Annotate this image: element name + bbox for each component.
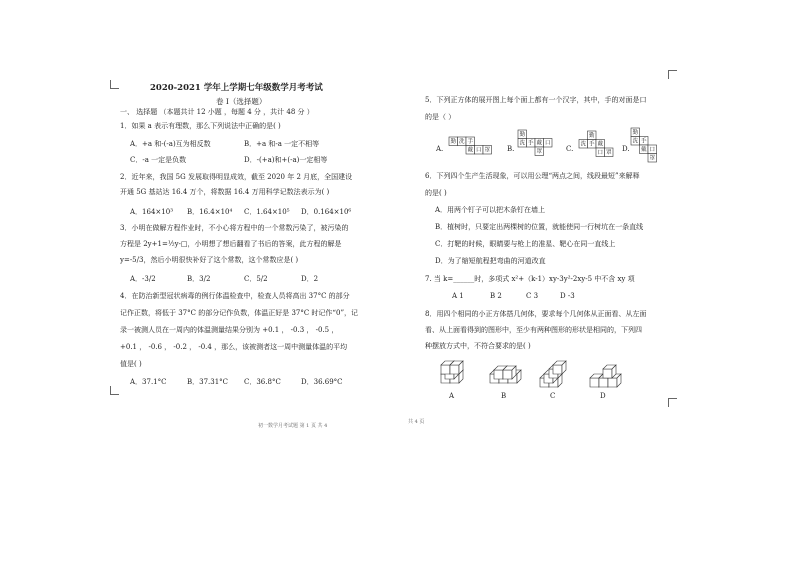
q1-option-d[interactable]: D．-(+a)和+(-a)一定相等 xyxy=(244,156,328,164)
q7-option-d[interactable]: D -3 xyxy=(560,292,575,300)
q5-line2: 的是（ ） xyxy=(425,113,456,121)
q7-option-c[interactable]: C 3 xyxy=(526,292,539,300)
net-char: 洗 xyxy=(632,138,639,145)
q2-line1: 2．近年来，我国 5G 发展取得明显成效，截至 2020 年 2 月底，全国建设 xyxy=(120,173,353,181)
q4-line4: +0.1 ， -0.6 ， -0.2 ， -0.4 ，那么，该被测者这一周中测量体温的平均 xyxy=(120,343,348,351)
cube-stack-b xyxy=(490,366,521,383)
q3-option-c[interactable]: C．5/2 xyxy=(244,275,268,283)
cube-face xyxy=(599,378,608,387)
q8-line1: 8．用四个相同的小正方体搭几何体，要求每个几何体从正面看、从左面 xyxy=(425,310,647,318)
net-char: 罩 xyxy=(484,147,491,154)
q5-option-a[interactable]: A. xyxy=(436,145,444,153)
net-char: 口 xyxy=(597,150,604,157)
q4-line3: 录一被测人员在一周内的体温测量结果分别为 +0.1 ， -0.3 ， -0.5 ， xyxy=(120,326,339,334)
q2-line2: 开通 5G 基站达 16.4 万个，将数据 16.4 万用科学记数法表示为( ) xyxy=(120,188,330,196)
q6-line2: 的是( ) xyxy=(425,189,447,197)
q4-option-b[interactable]: B．37.31°C xyxy=(187,378,229,386)
footer-right: 共 4 页 xyxy=(408,419,425,425)
net-char: 口 xyxy=(649,147,656,154)
net-char: 勤 xyxy=(632,130,639,137)
q4-line1: 4．在防治新型冠状病毒的例行体温检查中，检查人员将高出 37°C 的部分 xyxy=(120,292,350,300)
q3-option-b[interactable]: B．3/2 xyxy=(187,275,211,283)
cube-stack-d xyxy=(590,365,621,387)
q3-option-d[interactable]: D．2 xyxy=(301,275,319,283)
net-char: 口 xyxy=(475,147,482,154)
q2-option-a[interactable]: A．164×10³ xyxy=(130,208,173,216)
q7-option-b[interactable]: B 2 xyxy=(490,292,502,300)
net-char: 戴 xyxy=(467,147,474,154)
q2-option-c[interactable]: C．1.64×10⁵ xyxy=(244,208,290,216)
cube-face xyxy=(441,365,450,374)
q6-option-a[interactable]: A．用两个钉子可以把木条钉在墙上 xyxy=(435,206,546,214)
q4-option-d[interactable]: D．36.69°C xyxy=(301,378,343,386)
q6-option-c[interactable]: C．打靶的时候，眼睛要与枪上的准星、靶心在同一直线上 xyxy=(435,240,616,248)
net-char: 手 xyxy=(640,138,647,145)
q5-option-b[interactable]: B. xyxy=(507,145,515,153)
q8-option-c[interactable]: C xyxy=(550,392,556,400)
net-char: 戴 xyxy=(536,140,543,147)
net-char: 手 xyxy=(527,140,534,147)
net-char: 戴 xyxy=(597,141,604,148)
q3-option-a[interactable]: A．-3/2 xyxy=(130,275,156,283)
cube-face xyxy=(590,378,599,387)
q5-option-c[interactable]: C. xyxy=(566,145,574,153)
q8-line2: 看、从上面看得到的图形中，至少有两种图形的形状是相同的，下列四 xyxy=(425,326,642,334)
q4-option-c[interactable]: C．36.8°C xyxy=(244,378,281,386)
q6-option-b[interactable]: B．植树时，只要定出两棵树的位置，就能使同一行树坑在一条直线 xyxy=(435,223,644,231)
net-char: 勤 xyxy=(519,132,526,139)
net-char: 戴 xyxy=(640,147,647,154)
cube-face xyxy=(494,370,503,379)
q3-line3: y=-5/3，然后小明很快补好了这个常数，这个常数应是( ) xyxy=(120,256,299,264)
q8-option-a[interactable]: A xyxy=(449,392,455,400)
net-char: 罩 xyxy=(536,149,543,156)
q8-option-b[interactable]: B xyxy=(501,392,507,400)
net-char: 洗 xyxy=(519,140,526,147)
q4-option-a[interactable]: A．37.1°C xyxy=(130,378,167,386)
q6-option-d[interactable]: D．为了缩短航程把弯曲的河道改直 xyxy=(435,257,546,265)
net-char: 口 xyxy=(544,140,551,147)
cube-face xyxy=(553,365,562,374)
cube-stack-c xyxy=(540,361,566,387)
q4-line5: 值是( ) xyxy=(120,360,142,368)
cube-face xyxy=(608,378,617,387)
cube-face xyxy=(503,370,512,379)
volume-label: 卷 I（选择题） xyxy=(216,97,267,106)
q2-option-d[interactable]: D．0.164×10⁶ xyxy=(301,208,352,216)
q5-option-d[interactable]: D. xyxy=(622,145,630,153)
section-heading: 一、 选择题 （本题共计 12 小题 ，每题 4 分 ，共计 48 分 ） xyxy=(120,108,314,116)
net-char: 罩 xyxy=(649,155,656,162)
cube-face xyxy=(603,369,612,378)
cube-stack-a xyxy=(441,361,463,383)
net-char: 洗 xyxy=(580,141,587,148)
q1-option-c[interactable]: C．-a 一定是负数 xyxy=(130,156,187,164)
q3-line1: 3．小明在做解方程作业时，不小心将方程中的一个常数污染了，被污染的 xyxy=(120,224,349,232)
q8-option-d[interactable]: D xyxy=(600,392,606,400)
q8-line3: 种摆放方式中，不符合要求的是( ) xyxy=(425,342,531,350)
exam-title: 2020-2021 学年上学期七年级数学月考考试 xyxy=(150,83,323,93)
q6-line1: 6．下列四个生产生活现象，可以用公理“两点之间，线段最短”来解释 xyxy=(425,172,640,180)
q3-line2: 方程是 2y+1=½y-□，小明想了想后翻看了书后的答案，此方程的解是 xyxy=(120,240,342,248)
q7-stem: 7. 当 k=______时，多项式 x²+（k-1）xy-3y²-2xy-5 中不含 xy 项 xyxy=(425,275,635,283)
q2-option-b[interactable]: B．16.4×10⁴ xyxy=(187,208,233,216)
q1-option-a[interactable]: A．+a 和-(-a)互为相反数 xyxy=(130,140,211,148)
net-char: 手 xyxy=(588,141,595,148)
footer-left: 初一数学月考试题 第 1 页 共 4 xyxy=(258,423,328,429)
q1-option-b[interactable]: B．+a 和-a 一定不相等 xyxy=(244,140,320,148)
q5-line1: 5．下列正方体的展开图上每个面上都有一个汉字，其中，手的对面是口 xyxy=(425,96,647,104)
net-char: 罩 xyxy=(605,150,612,157)
net-char: 洗 xyxy=(458,139,465,146)
q1-stem: 1．如果 a 表示有理数，那么下列说法中正确的是( ) xyxy=(120,122,281,130)
net-char: 勤 xyxy=(450,139,457,146)
q4-line2: 记作正数，将低于 37°C 的部分记作负数，体温正好是 37°C 时记作“0”，记 xyxy=(120,309,359,317)
cube-face xyxy=(450,365,459,374)
net-char: 手 xyxy=(467,139,474,146)
net-char: 勤 xyxy=(588,133,595,140)
q7-option-a[interactable]: A 1 xyxy=(452,292,464,300)
